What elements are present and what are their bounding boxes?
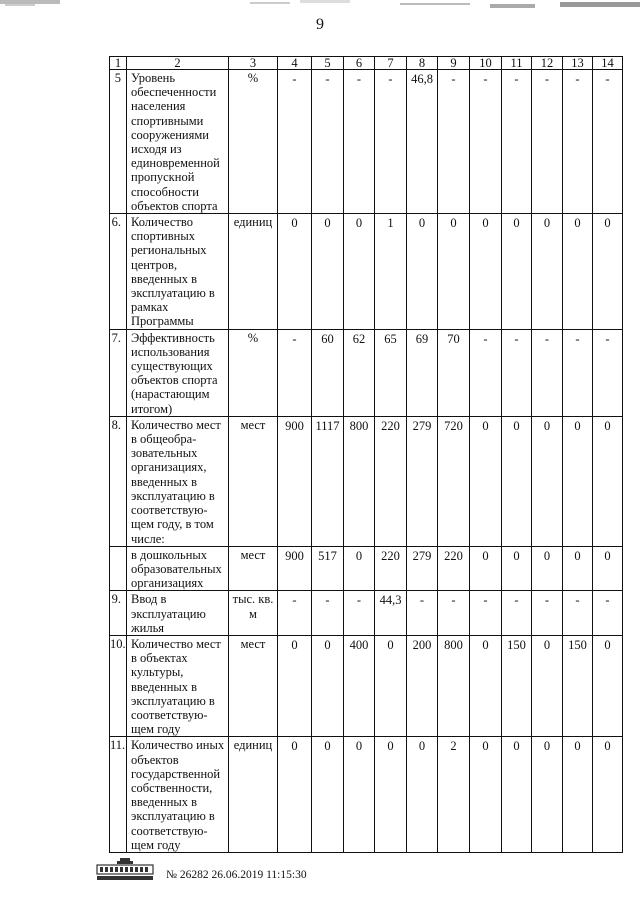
table-row: [110, 546, 623, 591]
value-cell: -: [593, 591, 623, 636]
column-header: 7: [375, 57, 407, 70]
registration-datetime: 26.06.2019 11:15:30: [211, 869, 307, 881]
value-cell: -: [407, 591, 438, 636]
value-cell: 0: [312, 214, 344, 330]
unit-cell: единиц: [229, 214, 278, 330]
indicator-name: Количество мест в общеобра-зовательных организациях, введенных в эксплуатацию в соответствую-щем году, в том числе:: [127, 416, 229, 546]
value-cell: 0: [375, 737, 407, 853]
value-cell: 0: [312, 635, 344, 736]
value-cell: 0: [593, 416, 623, 546]
value-cell: 0: [532, 214, 563, 330]
value-cell: 0: [502, 546, 532, 591]
value-cell: -: [312, 70, 344, 214]
indicator-name: Количество спортивных региональных центров, введенных в эксплуатацию в рамках Программы: [127, 214, 229, 330]
value-cell: 0: [407, 737, 438, 853]
value-cell: 220: [375, 416, 407, 546]
value-cell: -: [278, 70, 312, 214]
table-row: [110, 214, 623, 330]
unit-cell: мест: [229, 635, 278, 736]
value-cell: -: [502, 591, 532, 636]
indicator-name: Количество иных объектов государственной собственности, введенных в эксплуатацию в соответствую-щем году: [127, 737, 229, 853]
value-cell: 0: [438, 214, 470, 330]
value-cell: 0: [470, 635, 502, 736]
indicator-name: Уровень обеспеченности населения спортивными сооружениями исходя из единовременной пропускной способности объектов спорта: [127, 70, 229, 214]
value-cell: -: [593, 70, 623, 214]
page-number: 9: [316, 16, 324, 33]
value-cell: 0: [593, 214, 623, 330]
value-cell: 0: [563, 416, 593, 546]
row-number: 6.: [110, 214, 127, 330]
value-cell: 44,3: [375, 591, 407, 636]
column-header: 2: [127, 57, 229, 70]
value-cell: -: [344, 591, 375, 636]
value-cell: -: [312, 591, 344, 636]
value-cell: 800: [438, 635, 470, 736]
value-cell: -: [593, 329, 623, 416]
value-cell: 900: [278, 546, 312, 591]
column-header: 13: [563, 57, 593, 70]
row-number: 10.: [110, 635, 127, 736]
unit-cell: %: [229, 70, 278, 214]
value-cell: 60: [312, 329, 344, 416]
value-cell: 0: [344, 214, 375, 330]
value-cell: 1: [375, 214, 407, 330]
value-cell: 0: [563, 737, 593, 853]
value-cell: 2: [438, 737, 470, 853]
value-cell: 0: [278, 635, 312, 736]
value-cell: 0: [470, 214, 502, 330]
value-cell: 65: [375, 329, 407, 416]
row-number: 8.: [110, 416, 127, 546]
value-cell: 0: [470, 546, 502, 591]
value-cell: -: [532, 70, 563, 214]
table-row: [110, 416, 623, 546]
value-cell: 0: [502, 737, 532, 853]
header-row: [110, 57, 623, 70]
value-cell: 0: [470, 737, 502, 853]
row-number: 9.: [110, 591, 127, 636]
value-cell: 279: [407, 546, 438, 591]
value-cell: -: [563, 329, 593, 416]
value-cell: 46,8: [407, 70, 438, 214]
value-cell: 0: [502, 416, 532, 546]
value-cell: 0: [278, 214, 312, 330]
registration-number: № 26282: [166, 869, 209, 881]
table-row: [110, 70, 623, 214]
value-cell: -: [532, 329, 563, 416]
value-cell: 0: [532, 416, 563, 546]
table-row: [110, 737, 623, 853]
value-cell: 0: [563, 214, 593, 330]
ministry-emblem-icon: [96, 858, 156, 882]
column-header: 1: [110, 57, 127, 70]
value-cell: 0: [593, 737, 623, 853]
value-cell: 279: [407, 416, 438, 546]
table-row: [110, 329, 623, 416]
value-cell: 0: [278, 737, 312, 853]
registration-stamp: [166, 869, 307, 881]
value-cell: -: [278, 329, 312, 416]
value-cell: 200: [407, 635, 438, 736]
value-cell: 0: [470, 416, 502, 546]
value-cell: 1117: [312, 416, 344, 546]
value-cell: 70: [438, 329, 470, 416]
value-cell: 0: [407, 214, 438, 330]
value-cell: 0: [532, 737, 563, 853]
value-cell: -: [375, 70, 407, 214]
value-cell: 150: [563, 635, 593, 736]
row-number: 5: [110, 70, 127, 214]
value-cell: -: [278, 591, 312, 636]
value-cell: 220: [375, 546, 407, 591]
value-cell: -: [563, 591, 593, 636]
row-number: 11.: [110, 737, 127, 853]
column-header: 5: [312, 57, 344, 70]
value-cell: 0: [344, 546, 375, 591]
unit-cell: мест: [229, 546, 278, 591]
scan-noise-strip: [0, 0, 640, 14]
value-cell: -: [438, 70, 470, 214]
value-cell: -: [438, 591, 470, 636]
value-cell: -: [470, 70, 502, 214]
value-cell: -: [532, 591, 563, 636]
column-header: 12: [532, 57, 563, 70]
indicator-name: в дошкольных образовательных организациях: [127, 546, 229, 591]
value-cell: 800: [344, 416, 375, 546]
value-cell: 720: [438, 416, 470, 546]
value-cell: 0: [593, 546, 623, 591]
document-footer: [96, 858, 496, 888]
column-header: 10: [470, 57, 502, 70]
value-cell: 0: [563, 546, 593, 591]
value-cell: 0: [375, 635, 407, 736]
column-header: 3: [229, 57, 278, 70]
row-number: [110, 546, 127, 591]
unit-cell: %: [229, 329, 278, 416]
indicator-name: Эффективность использования существующих объектов спорта (нарастающим итогом): [127, 329, 229, 416]
column-header: 14: [593, 57, 623, 70]
value-cell: 900: [278, 416, 312, 546]
value-cell: 220: [438, 546, 470, 591]
value-cell: 0: [312, 737, 344, 853]
row-number: 7.: [110, 329, 127, 416]
value-cell: 0: [532, 546, 563, 591]
value-cell: -: [470, 329, 502, 416]
unit-cell: мест: [229, 416, 278, 546]
indicator-name: Ввод в эксплуатацию жилья: [127, 591, 229, 636]
value-cell: 0: [502, 214, 532, 330]
value-cell: -: [470, 591, 502, 636]
column-header: 11: [502, 57, 532, 70]
value-cell: 69: [407, 329, 438, 416]
value-cell: 0: [344, 737, 375, 853]
value-cell: 517: [312, 546, 344, 591]
value-cell: 0: [532, 635, 563, 736]
column-header: 9: [438, 57, 470, 70]
value-cell: -: [502, 70, 532, 214]
column-header: 8: [407, 57, 438, 70]
column-header: 6: [344, 57, 375, 70]
value-cell: -: [344, 70, 375, 214]
value-cell: 0: [593, 635, 623, 736]
table-row: [110, 635, 623, 736]
value-cell: -: [563, 70, 593, 214]
value-cell: 150: [502, 635, 532, 736]
value-cell: -: [502, 329, 532, 416]
value-cell: 62: [344, 329, 375, 416]
indicator-name: Количество мест в объектах культуры, введенных в эксплуатацию в соответствую-щем году: [127, 635, 229, 736]
table-row: [110, 591, 623, 636]
unit-cell: единиц: [229, 737, 278, 853]
value-cell: 400: [344, 635, 375, 736]
indicators-table: [109, 56, 623, 853]
unit-cell: тыс. кв. м: [229, 591, 278, 636]
column-header: 4: [278, 57, 312, 70]
